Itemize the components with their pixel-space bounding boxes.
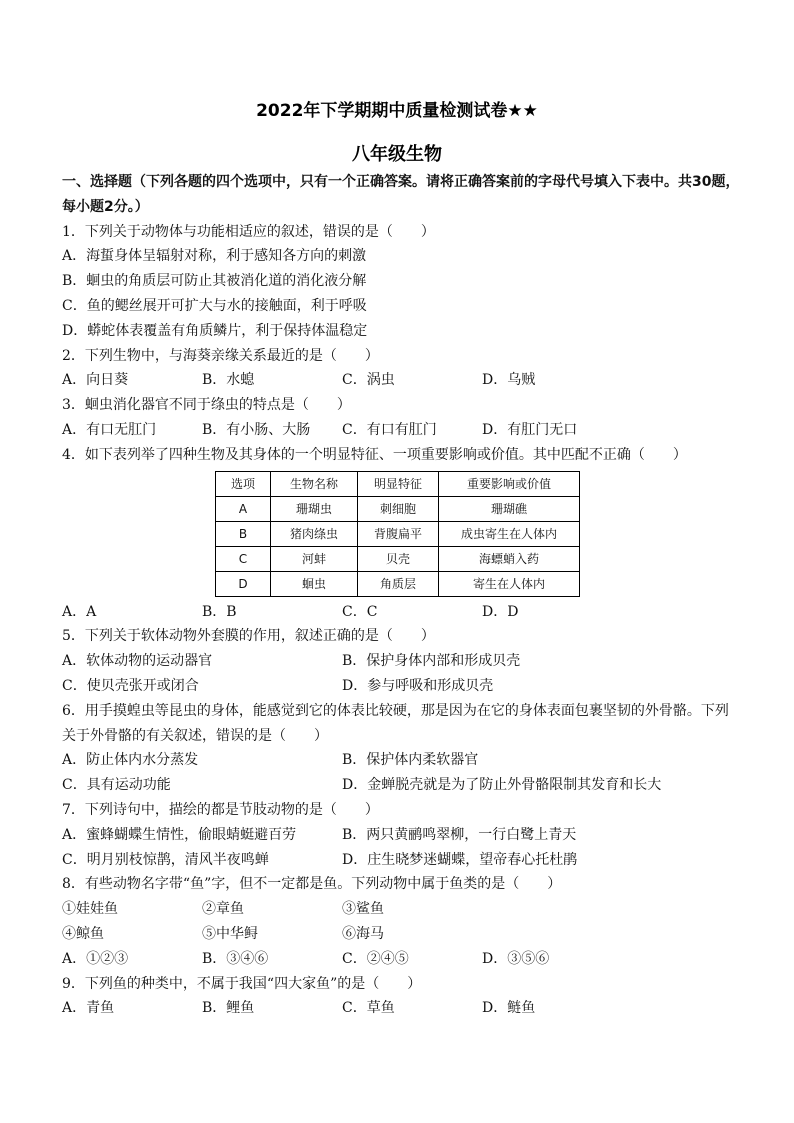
question-5-options-row-2 xyxy=(62,674,742,699)
table-cell: C xyxy=(216,546,271,571)
question-1-stem: 1．下列关于动物体与功能相适应的叙述，错误的是（ ） xyxy=(62,223,435,240)
exam-title: 2022年下学期期中质量检测试卷★★ xyxy=(256,101,538,121)
question-7-options-row-1 xyxy=(62,823,742,848)
question-8-option-b: B．③④⑥ xyxy=(202,950,269,967)
question-3-option-d: D．有肛门无口 xyxy=(482,421,578,438)
question-1-option-a: A．海蜇身体呈辐射对称，利于感知各方向的刺激 xyxy=(62,248,367,265)
table-cell: B xyxy=(216,521,271,546)
question-7-option-c: C．明月别枝惊鹊，清风半夜鸣蝉 xyxy=(62,851,269,868)
question-4-options xyxy=(62,600,742,625)
question-8-item: ①娃娃鱼 xyxy=(62,901,118,918)
question-9-stem: 9．下列鱼的种类中，不属于我国“四大家鱼”的是（ ） xyxy=(62,975,422,992)
question-1-option-c: C．鱼的鳃丝展开可扩大与水的接触面，利于呼吸 xyxy=(62,297,367,314)
question-4-option-c: C．C xyxy=(342,603,378,620)
table-header-cell: 选项 xyxy=(216,471,271,496)
question-8-option-d: D．③⑤⑥ xyxy=(482,950,550,967)
table-header-cell: 明显特征 xyxy=(358,471,439,496)
table-header-row xyxy=(216,471,580,496)
question-6-stem: 6．用手摸蝗虫等昆虫的身体，能感觉到它的体表比较硬，那是因为在它的身体表面包裹坚韧的外骨骼。下列 xyxy=(62,702,729,719)
question-8-item: ②章鱼 xyxy=(202,901,244,918)
table-cell: 猪肉绦虫 xyxy=(271,521,358,546)
question-9-option-b: B．鲤鱼 xyxy=(202,1000,255,1017)
question-3-option-a: A．有口无肛门 xyxy=(62,421,157,438)
table-header-cell: 生物名称 xyxy=(271,471,358,496)
table-cell: A xyxy=(216,496,271,521)
question-1-option-b: B．蛔虫的角质层可防止其被消化道的消化液分解 xyxy=(62,273,367,290)
question-2-options xyxy=(62,368,742,393)
table-cell: 角质层 xyxy=(358,571,439,596)
question-6-options-row-1 xyxy=(62,748,742,773)
table-cell: 珊瑚礁 xyxy=(439,496,580,521)
question-9-option-d: D．鲢鱼 xyxy=(482,1000,536,1017)
question-section xyxy=(62,170,742,1021)
question-6-stem-continued: 关于外骨骼的有关叙述，错误的是（ ） xyxy=(62,727,328,744)
question-8-items-row-1 xyxy=(62,897,742,922)
question-2-option-c: C．涡虫 xyxy=(342,372,395,389)
question-8-item: ④鲸鱼 xyxy=(62,925,104,942)
question-8-item: ⑤中华鲟 xyxy=(202,925,258,942)
question-3-option-b: B．有小肠、大肠 xyxy=(202,421,311,438)
question-4-option-d: D．D xyxy=(482,603,519,620)
question-2-stem: 2．下列生物中，与海葵亲缘关系最近的是（ ） xyxy=(62,347,379,364)
question-8-stem: 8．有些动物名字带“鱼”字，但不一定都是鱼。下列动物中属于鱼类的是（ ） xyxy=(62,876,562,893)
question-9-option-c: C．草鱼 xyxy=(342,1000,395,1017)
question-6-option-a: A．防止体内水分蒸发 xyxy=(62,752,199,769)
table-row xyxy=(216,571,580,596)
question-7-stem: 7．下列诗句中，描绘的都是节肢动物的是（ ） xyxy=(62,801,379,818)
question-2-option-d: D．乌贼 xyxy=(482,372,536,389)
question-5-option-b: B．保护身体内部和形成贝壳 xyxy=(342,653,521,670)
question-8-options xyxy=(62,947,742,972)
question-9-options xyxy=(62,996,742,1021)
question-3-option-c: C．有口有肛门 xyxy=(342,421,437,438)
question-6-option-b: B．保护体内柔软器官 xyxy=(342,752,479,769)
question-7-option-b: B．两只黄鹂鸣翠柳，一行白鹭上青天 xyxy=(342,826,577,843)
table-cell: 贝壳 xyxy=(358,546,439,571)
question-6-option-c: C．具有运动功能 xyxy=(62,777,171,794)
question-2-option-b: B．水螅 xyxy=(202,372,255,389)
question-8-item: ③鲨鱼 xyxy=(342,901,384,918)
table-cell: 寄生在人体内 xyxy=(439,571,580,596)
question-1-option-d: D．蟒蛇体表覆盖有角质鳞片，利于保持体温稳定 xyxy=(62,322,368,339)
table-cell: 蛔虫 xyxy=(271,571,358,596)
table-row xyxy=(216,521,580,546)
question-7-options-row-2 xyxy=(62,848,742,873)
question-8-option-a: A．①②③ xyxy=(62,950,129,967)
question-3-stem: 3．蛔虫消化器官不同于绦虫的特点是（ ） xyxy=(62,397,351,414)
question-4-option-b: B．B xyxy=(202,603,237,620)
question-6-options-row-2 xyxy=(62,773,742,798)
question-8-option-c: C．②④⑤ xyxy=(342,950,409,967)
question-8-item: ⑥海马 xyxy=(342,925,384,942)
table-row xyxy=(216,496,580,521)
question-5-stem: 5．下列关于软体动物外套膜的作用，叙述正确的是（ ） xyxy=(62,628,435,645)
table-cell: 刺细胞 xyxy=(358,496,439,521)
table-cell: D xyxy=(216,571,271,596)
question-5-option-d: D．参与呼吸和形成贝壳 xyxy=(342,677,494,694)
question-8-items-row-2 xyxy=(62,922,742,947)
question-5-options-row-1 xyxy=(62,649,742,674)
question-9-option-a: A．青鱼 xyxy=(62,1000,115,1017)
question-7-option-a: A．蜜蜂蝴蝶生情性，偷眼蜻蜓避百劳 xyxy=(62,826,297,843)
table-cell: 背腹扁平 xyxy=(358,521,439,546)
exam-subtitle: 八年级生物 xyxy=(352,144,442,165)
table-row xyxy=(216,546,580,571)
table-cell: 成虫寄生在人体内 xyxy=(439,521,580,546)
section-heading: 一、选择题（下列各题的四个选项中，只有一个正确答案。请将正确答案前的字母代号填入下表中。共30题，每小题2分。） xyxy=(62,174,740,215)
question-6-option-d: D．金蝉脱壳就是为了防止外骨骼限制其发育和长大 xyxy=(342,777,662,794)
table-cell: 珊瑚虫 xyxy=(271,496,358,521)
question-5-option-a: A．软体动物的运动器官 xyxy=(62,653,213,670)
question-2-option-a: A．向日葵 xyxy=(62,372,129,389)
question-4-table xyxy=(215,471,580,597)
question-4-option-a: A．A xyxy=(62,603,97,620)
table-cell: 海螵蛸入药 xyxy=(439,546,580,571)
question-5-option-c: C．使贝壳张开或闭合 xyxy=(62,677,199,694)
table-header-cell: 重要影响或价值 xyxy=(439,471,580,496)
question-3-options xyxy=(62,418,742,443)
question-4-stem: 4．如下表列举了四种生物及其身体的一个明显特征、一项重要影响或价值。其中匹配不正确（ ） xyxy=(62,446,687,463)
table-cell: 河蚌 xyxy=(271,546,358,571)
question-7-option-d: D．庄生晓梦迷蝴蝶，望帝春心托杜鹃 xyxy=(342,851,578,868)
